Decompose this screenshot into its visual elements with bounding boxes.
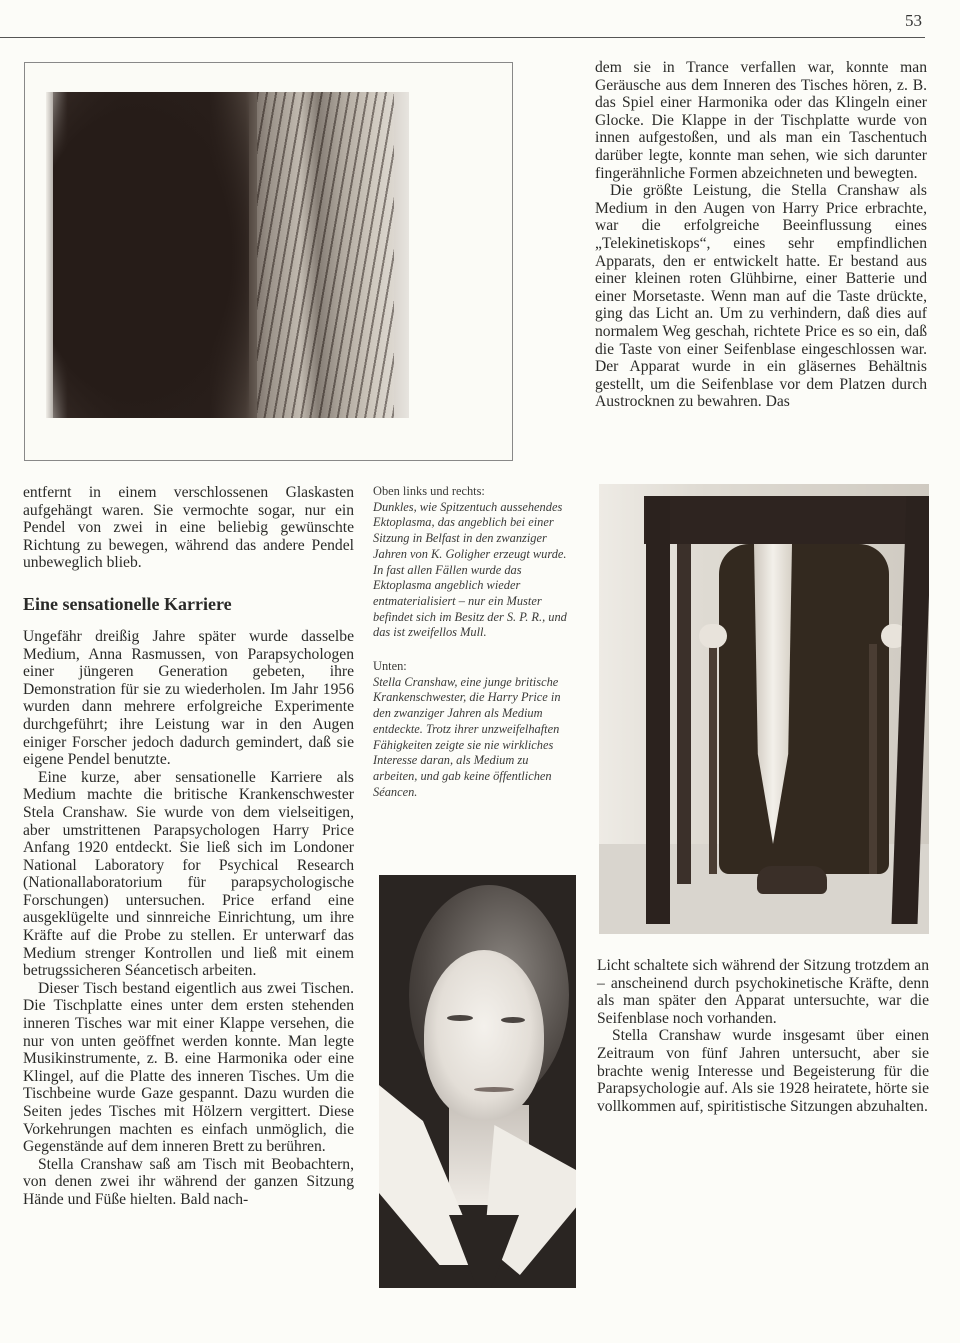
portrait-photo bbox=[379, 875, 576, 1288]
portrait-face bbox=[424, 950, 544, 1120]
seated-figure bbox=[719, 544, 889, 874]
paragraph: Dieser Tisch bestand eigentlich aus zwei Tischen. Die Tischplatte eines unter dem ersten stehenden inneren Tisches war mit einer Klappe versehen, die nur von unten geöffnet werden konnte. Man legte Musikinstrumente, z. B. eine Harmonika oder eine Klingel, auf die Platte des inneren Tisches. Um die Tischbeine wurde Gaze gespannt. Dazu wurden die Seiten jedes Tisches mit Hölzern vergittert. Diese Vorkehrungen machten es einfach unmöglich, die Gegenstände auf dem inneren Brett zu berühren. bbox=[23, 979, 354, 1156]
caption-bottom bbox=[373, 659, 573, 800]
right-column-top bbox=[595, 59, 927, 411]
paragraph: Stella Cranshaw saß am Tisch mit Beobachtern, von denen zwei ihr während der ganzen Sitzung Hände und Füße hielten. Bald nach- bbox=[23, 1155, 354, 1208]
ectoplasm-photo bbox=[46, 92, 409, 418]
left-column bbox=[23, 484, 354, 1209]
table-leg-left bbox=[646, 496, 670, 924]
dark-ectoplasm-mass bbox=[53, 92, 249, 418]
seance-table-photo bbox=[599, 484, 929, 934]
shoes bbox=[757, 866, 827, 894]
paragraph: dem sie in Trance verfallen war, konnte man Geräusche aus dem Inneren des Tisches hören, z. B. das Spiel einer Harmonika oder das Klingeln einer Glocke. Die Klappe in der Tischplatte wurde von innen aufgestoßen, und als man ein Taschentuch darüber legte, konnte man sehen, wie sich darunter fingerähnliche Formen abzeichneten und bewegten. bbox=[595, 59, 927, 182]
section-heading: Eine sensationelle Karriere bbox=[23, 593, 232, 614]
table-top bbox=[644, 496, 929, 544]
caption-top bbox=[373, 484, 573, 641]
caption-text: Stella Cranshaw, eine junge britische Krankenschwester, die Harry Price in den zwanziger Jahren als Medium entdeckte. Trotz ihrer unzweifelhaften Fähigkeiten zeigte sie nie wirkliches Interesse daran, als Medium zu arbeiten, und gab keine öffentlichen Séancen. bbox=[373, 674, 561, 799]
header-rule bbox=[0, 37, 925, 38]
page-number: 53 bbox=[905, 11, 922, 30]
right-column-bottom bbox=[597, 957, 929, 1115]
paragraph: Stella Cranshaw wurde insgesamt über einen Zeitraum von fünf Jahren untersucht, aber sie brachte wenig Interesse und Begeisterung für die Parapsychologie auf. Als sie 1928 heiratete, hörte sie vollkommen auf, spiritistische Sitzungen abzuhalten. bbox=[597, 1027, 929, 1115]
portrait-eye-right bbox=[501, 1017, 525, 1023]
caption-label: Oben links und rechts: bbox=[373, 484, 485, 498]
caption-text: Dunkles, wie Spitzentuch aussehendes Ektoplasma, das angeblich bei einer Sitzung in Belfast in den zwanziger Jahren von K. Goligher erzeugt wurde. In fast allen Fällen wurde das Ektoplasma angeblich wieder entmaterialisiert – nur ein Muster befindet sich im Besitz der S. P. R., und das ist zweifellos Mull. bbox=[373, 499, 567, 640]
caption-label: Unten: bbox=[373, 659, 407, 674]
lace-veil bbox=[257, 92, 395, 418]
table-leg-inner bbox=[677, 544, 691, 884]
hand-left bbox=[699, 624, 727, 648]
portrait-mouth bbox=[474, 1087, 514, 1092]
captions bbox=[373, 484, 573, 818]
portrait-eye-left bbox=[447, 1015, 473, 1021]
chair-post-left bbox=[709, 644, 717, 874]
paragraph: Eine kurze, aber sensationelle Karriere als Medium machte die britische Krankenschwester Stela Cranshaw. Sie wurde von dem vielseitigen, aber umstrittenen Parapsychologen Harry Price Anfang 1920 entdeckt. Sie ließ sich im Londoner National Laboratory for Psychical Research (Nationallaboratorium für parapsychologische Forschungen) untersuchen. Price erfand eine ausgeklügelte und sinnreiche Einrichtung, um ihre Kräfte auf die Probe zu stellen. Er unterwarf das Medium strenger Kontrollen und ließ mit einem betrugssicheren Séancetisch arbeiten. bbox=[23, 768, 354, 980]
paragraph: Ungefähr dreißig Jahre später wurde dasselbe Medium, Anna Rasmussen, von Parapsychologen einer jüngeren Generation gebeten, ihre Demonstration für sie zu wiederholen. Im Jahr 1956 wurden dann mehrere erfolgreiche Experimente durchgeführt; ihre Leistung war in den Augen einiger Forscher jedoch dadurch gemindert, daß sie eigene Pendel benutzte. bbox=[23, 627, 354, 769]
paragraph: Licht schaltete sich während der Sitzung trotzdem an – anscheinend durch psychokinetische Kräfte, denn als man später den Apparat untersuchte, war die Seifenblase noch vorhanden. bbox=[597, 957, 929, 1027]
chair-post-right bbox=[869, 644, 877, 874]
paragraph: entfernt in einem verschlossenen Glaskasten aufgehängt waren. Sie vermochte sogar, nur ein Pendel von zwei in eine beliebig gewünschte Richtung zu bewegen, während das andere Pendel unbeweglich blieb. bbox=[23, 484, 354, 572]
paragraph: Die größte Leistung, die Stella Cranshaw als Medium in den Augen von Harry Price erbrachte, war die erfolgreiche Beeinflussung eines „Telekinetiskops“, eines sehr empfindlichen Apparats, den er entwickelt hatte. Er bestand aus einer kleinen roten Glühbirne, einer Batterie und einer Morsetaste. Wenn man auf die Taste drückte, ging das Licht an. Um zu verhindern, daß dies auf normalem Weg geschah, richtete Price es so ein, daß die Taste von einer Seifenblase eingeschlossen war. Der Apparat wurde in ein gläsernes Behältnis gestellt, um die Seifenblase vor dem Platzen durch Austrocknen zu bewahren. Das bbox=[595, 182, 927, 411]
